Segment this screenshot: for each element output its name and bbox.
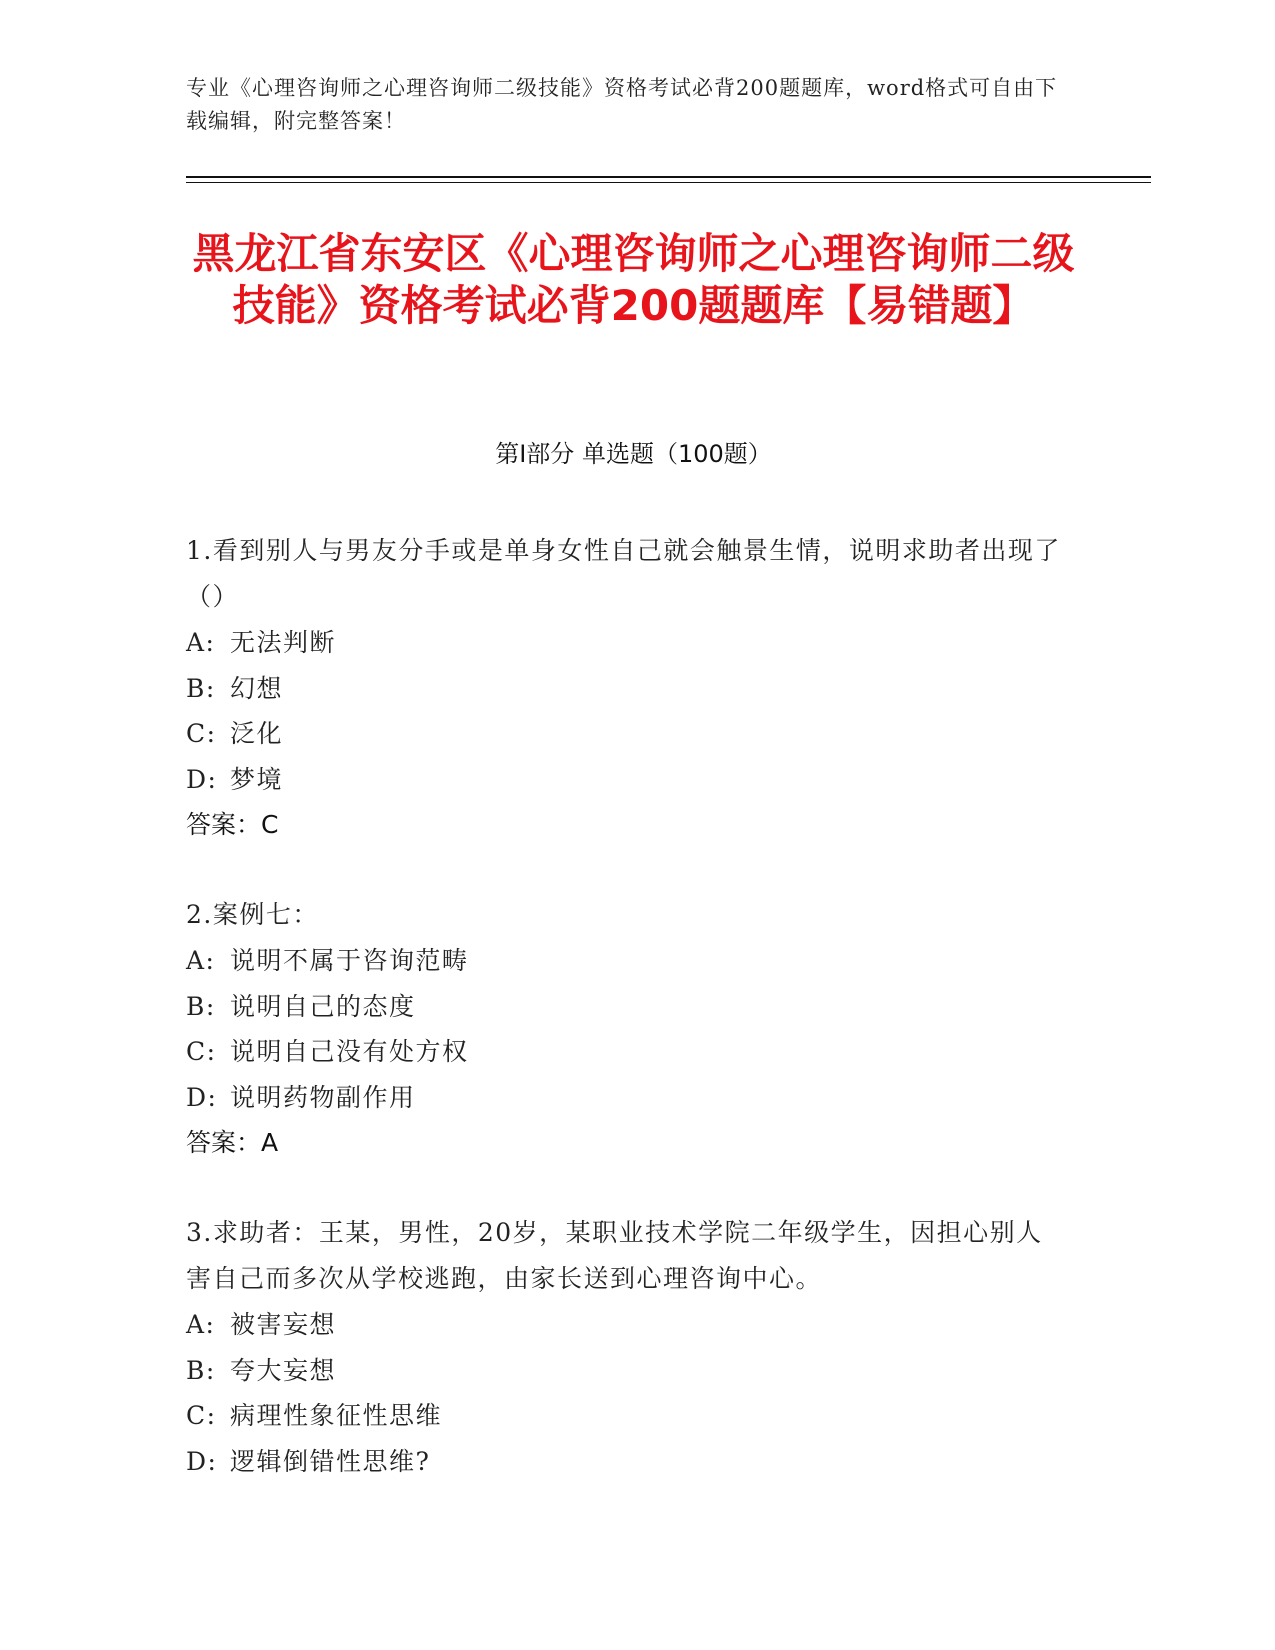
option-text: 泛化 <box>230 719 284 748</box>
header-rule-thick <box>186 176 1151 178</box>
question-stem: 3.求助者：王某，男性，20岁，某职业技术学院二年级学生，因担心别人害自己而多次从学校逃跑，由家长送到心理咨询中心。 <box>186 1218 1043 1293</box>
option-d <box>186 757 1066 803</box>
option-b <box>186 1348 1066 1394</box>
option-text: 说明自己没有处方权 <box>230 1037 469 1066</box>
option-text: 逻辑倒错性思维? <box>230 1446 431 1476</box>
question-1 <box>186 528 1066 848</box>
option-letter: B: <box>186 673 216 703</box>
option-letter: D: <box>186 1082 218 1112</box>
option-text: 无法判断 <box>230 628 337 657</box>
option-text: 梦境 <box>230 764 284 794</box>
document-title: 黑龙江省东安区《心理咨询师之心理咨询师二级技能》资格考试必背200题题库【易错题】 <box>192 229 1075 330</box>
option-b <box>186 666 1066 712</box>
option-text: 幻想 <box>230 673 284 703</box>
option-letter: B: <box>186 1355 216 1385</box>
answer-line: 答案：A <box>186 1128 279 1157</box>
question-list <box>186 528 1066 1484</box>
option-letter: A: <box>186 1310 216 1339</box>
option-letter: C: <box>186 719 217 748</box>
option-c <box>186 1393 1066 1439</box>
option-a <box>186 938 1066 984</box>
option-c <box>186 711 1066 757</box>
header-rule-thin <box>186 182 1151 183</box>
option-a <box>186 1302 1066 1348</box>
option-letter: B: <box>186 991 216 1021</box>
question-3 <box>186 1210 1066 1484</box>
question-stem: 2.案例七： <box>186 900 319 929</box>
option-text: 被害妄想 <box>230 1310 337 1339</box>
answer-line: 答案：C <box>186 810 279 839</box>
option-d <box>186 1439 1066 1485</box>
option-text: 病理性象征性思维 <box>230 1401 443 1430</box>
section-title: 第Ⅰ部分 单选题（100题） <box>495 440 772 468</box>
option-letter: D: <box>186 1446 218 1476</box>
option-d <box>186 1075 1066 1121</box>
option-text: 说明药物副作用 <box>230 1082 416 1112</box>
header-note: 专业《心理咨询师之心理咨询师二级技能》资格考试必背200题题库，word格式可自由下载编辑，附完整答案！ <box>186 76 1058 133</box>
option-text: 说明不属于咨询范畴 <box>230 946 469 975</box>
option-letter: D: <box>186 764 218 794</box>
option-c <box>186 1029 1066 1075</box>
question-2 <box>186 892 1066 1166</box>
question-spacer <box>186 1166 1066 1210</box>
option-letter: A: <box>186 946 216 975</box>
option-letter: A: <box>186 628 216 657</box>
option-letter: C: <box>186 1401 217 1430</box>
option-text: 夸大妄想 <box>230 1355 337 1385</box>
option-text: 说明自己的态度 <box>230 991 416 1021</box>
question-stem: 1.看到别人与男友分手或是单身女性自己就会触景生情，说明求助者出现了（） <box>186 536 1061 611</box>
option-b <box>186 984 1066 1030</box>
option-letter: C: <box>186 1037 217 1066</box>
question-spacer <box>186 848 1066 892</box>
option-a <box>186 620 1066 666</box>
